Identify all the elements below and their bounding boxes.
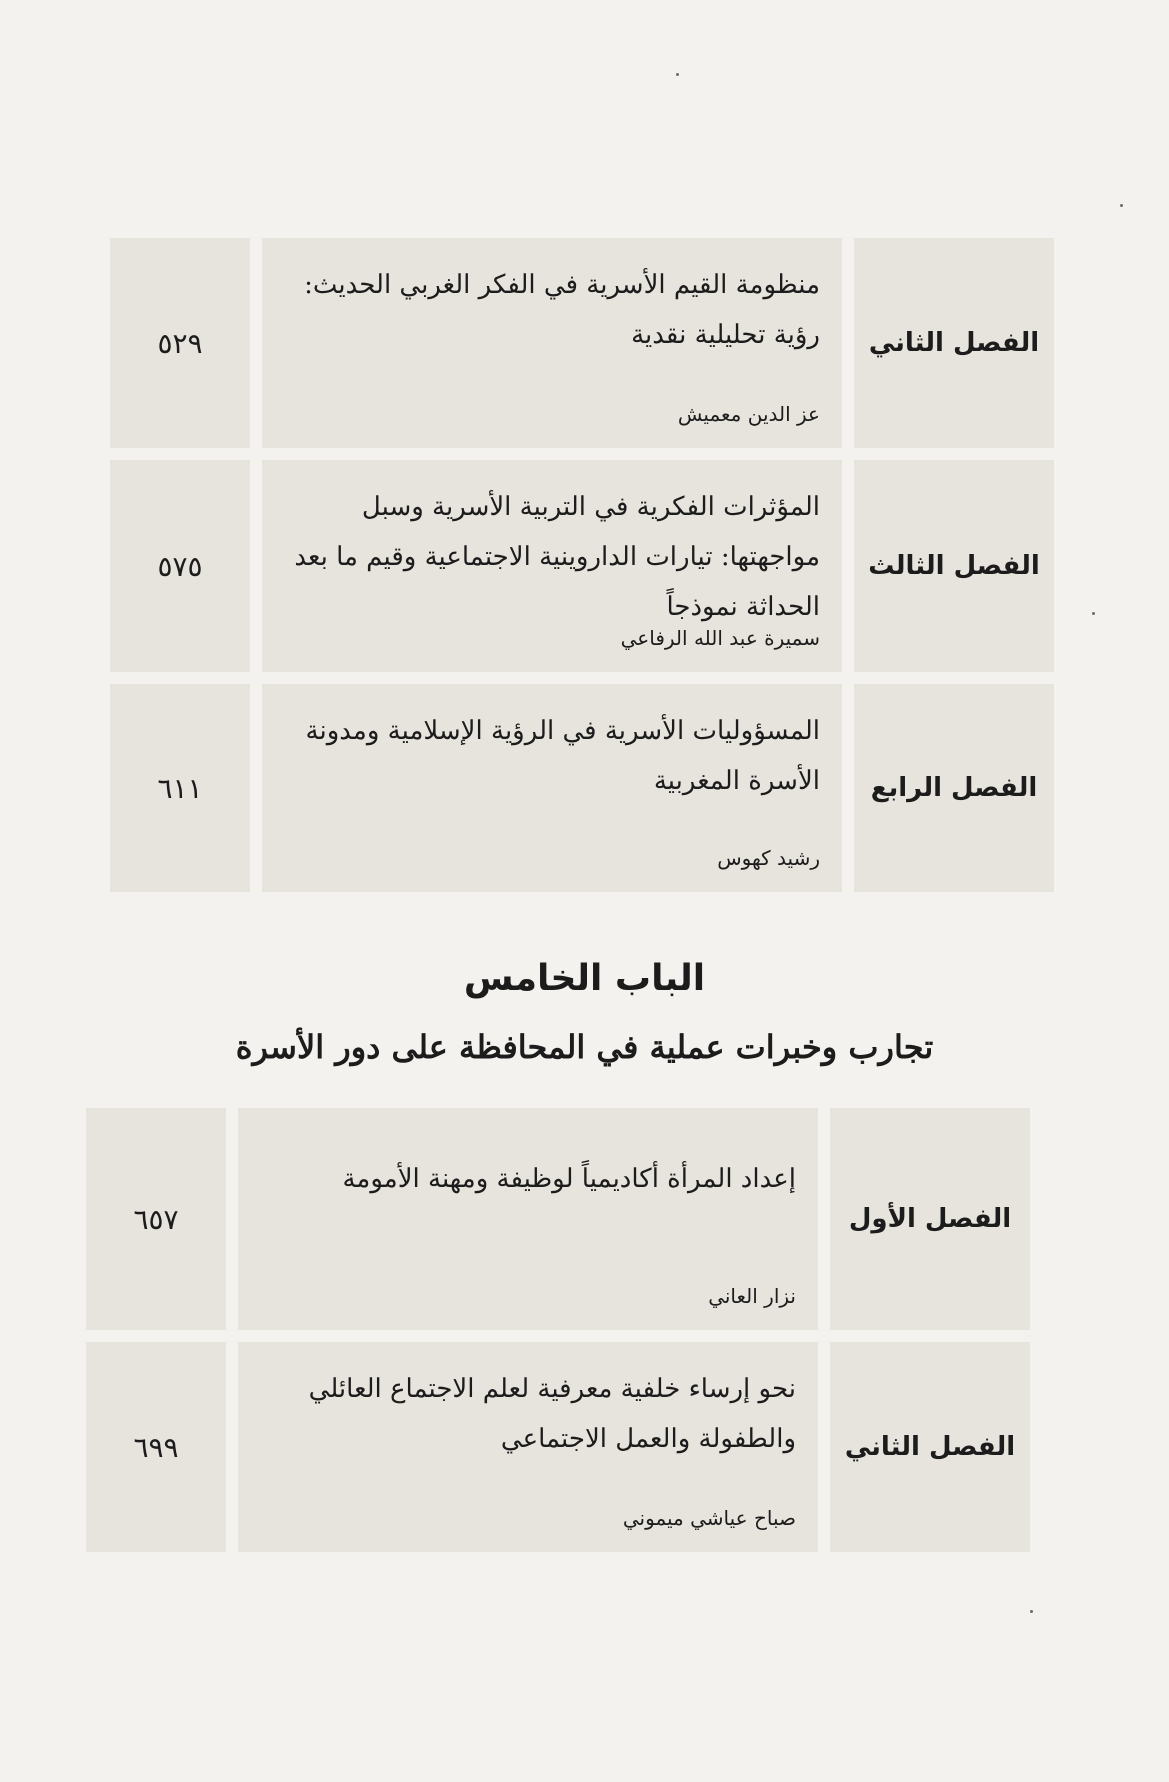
page-number: ٦٥٧ bbox=[86, 1108, 226, 1330]
chapter-label: الفصل الرابع bbox=[854, 684, 1054, 892]
paper-speck bbox=[1120, 204, 1123, 207]
paper-speck bbox=[676, 73, 679, 76]
chapter-label: الفصل الأول bbox=[830, 1108, 1030, 1330]
chapter-entry bbox=[262, 684, 842, 892]
chapter-entry bbox=[238, 1342, 818, 1552]
chapter-author: عز الدين معميش bbox=[677, 402, 820, 426]
chapter-entry bbox=[262, 238, 842, 448]
chapter-label: الفصل الثالث bbox=[854, 460, 1054, 672]
chapter-label: الفصل الثاني bbox=[830, 1342, 1030, 1552]
chapter-title: نحو إرساء خلفية معرفية لعلم الاجتماع العائلي والطفولة والعمل الاجتماعي bbox=[308, 1374, 796, 1454]
page-number: ٦١١ bbox=[110, 684, 250, 892]
chapter-author: نزار العاني bbox=[708, 1284, 796, 1308]
toc-table-top bbox=[110, 238, 1054, 892]
chapter-title: إعداد المرأة أكاديمياً لوظيفة ومهنة الأمومة bbox=[342, 1164, 796, 1194]
paper-speck bbox=[1092, 612, 1095, 615]
chapter-entry bbox=[262, 460, 842, 672]
chapter-author: رشيد كهوس bbox=[717, 846, 820, 870]
chapter-author: سميرة عبد الله الرفاعي bbox=[620, 626, 820, 650]
toc-table-bottom bbox=[86, 1108, 1030, 1552]
chapter-entry bbox=[238, 1108, 818, 1330]
page-number: ٦٩٩ bbox=[86, 1342, 226, 1552]
chapter-title: المسؤوليات الأسرية في الرؤية الإسلامية ومدونة الأسرة المغربية bbox=[305, 716, 820, 796]
chapter-label: الفصل الثاني bbox=[854, 238, 1054, 448]
part-title: الباب الخامس bbox=[463, 958, 706, 999]
paper-speck bbox=[1030, 1610, 1033, 1613]
chapter-title: المؤثرات الفكرية في التربية الأسرية وسبل مواجهتها: تيارات الداروينية الاجتماعية وقيم ما بعد الحداثة نموذجاً bbox=[294, 492, 820, 622]
page-number: ٥٢٩ bbox=[110, 238, 250, 448]
part-subtitle: تجارب وخبرات عملية في المحافظة على دور الأسرة bbox=[235, 1028, 934, 1066]
chapter-author: صباح عياشي ميموني bbox=[622, 1506, 796, 1530]
page-number: ٥٧٥ bbox=[110, 460, 250, 672]
chapter-title: منظومة القيم الأسرية في الفكر الغربي الحديث: رؤية تحليلية نقدية bbox=[304, 270, 820, 350]
